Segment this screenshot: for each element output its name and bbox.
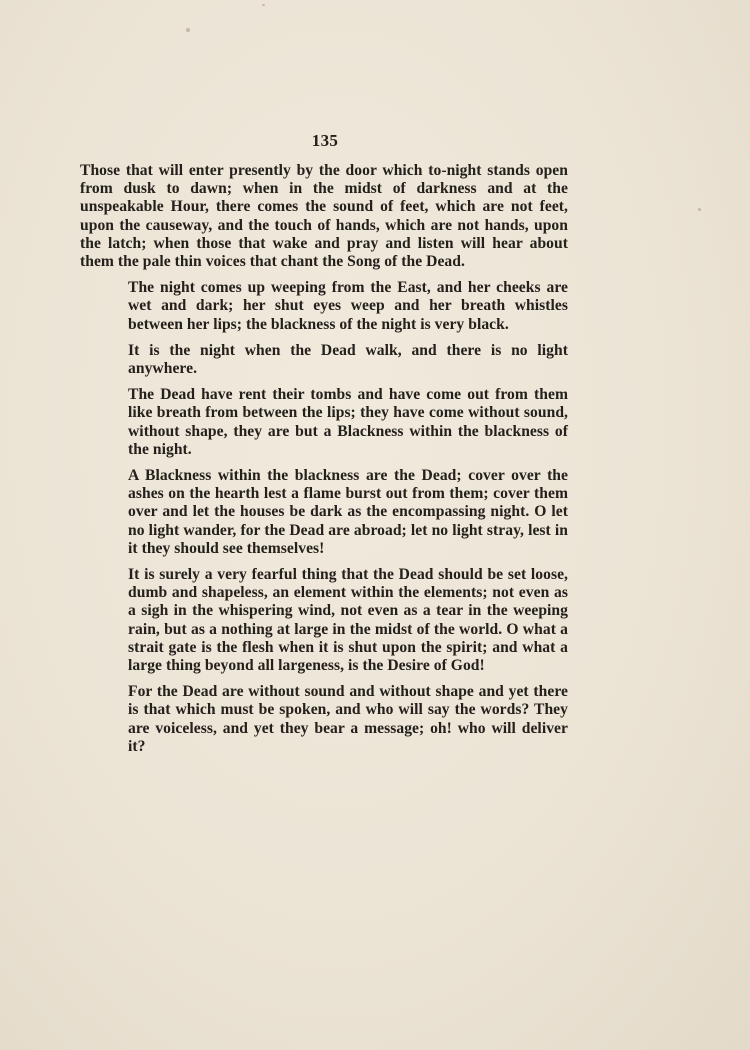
page-text	[80, 162, 568, 764]
verse-paragraph: The night comes up weeping from the East, and her cheeks are wet and dark; her shut eyes weep and her breath whistles between her lips; the blackness of the night is very black.	[128, 279, 568, 333]
verse-paragraph: The Dead have rent their tombs and have come out from them like breath from between the lips; they have come without sound, without shape, they are but a Blackness within the blackness of the night.	[128, 386, 568, 458]
intro-paragraph: Those that will enter presently by the door which to-night stands open from dusk to dawn; when in the midst of darkness and at the unspeakable Hour, there comes the sound of feet, which are not feet, upon the causeway, and the touch of hands, which are not hands, upon the latch; when those that wake and pray and listen will hear about them the pale thin voices that chant the Song of the Dead.	[80, 162, 568, 271]
paper-speck	[262, 4, 265, 6]
paper-speck	[186, 28, 190, 32]
verse-paragraph: It is the night when the Dead walk, and there is no light anywhere.	[128, 341, 568, 378]
paper-speck	[698, 208, 701, 211]
verse-paragraph: A Blackness within the blackness are the Dead; cover over the ashes on the hearth lest a flame burst out from them; cover them over and let the houses be dark as the encompassing night. O let no light wander, for the Dead are abroad; let no light stray, lest in it they should see themselves!	[128, 467, 568, 557]
page-number: 135	[311, 131, 339, 150]
verse-paragraph: It is surely a very fearful thing that the Dead should be set loose, dumb and shapeless, an element within the elements; not even as a sigh in the whispering wind, not even as a tear in the weeping rain, but as a nothing at large in the midst of the world. O what a strait gate is the flesh when it is shut upon the spirit; and what a large thing beyond all largeness, is the Desire of God!	[128, 566, 568, 675]
verse-paragraph: For the Dead are without sound and without shape and yet there is that which must be spoken, and who will say the words? They are voiceless, and yet they bear a message; oh! who will deliver it?	[128, 683, 568, 755]
